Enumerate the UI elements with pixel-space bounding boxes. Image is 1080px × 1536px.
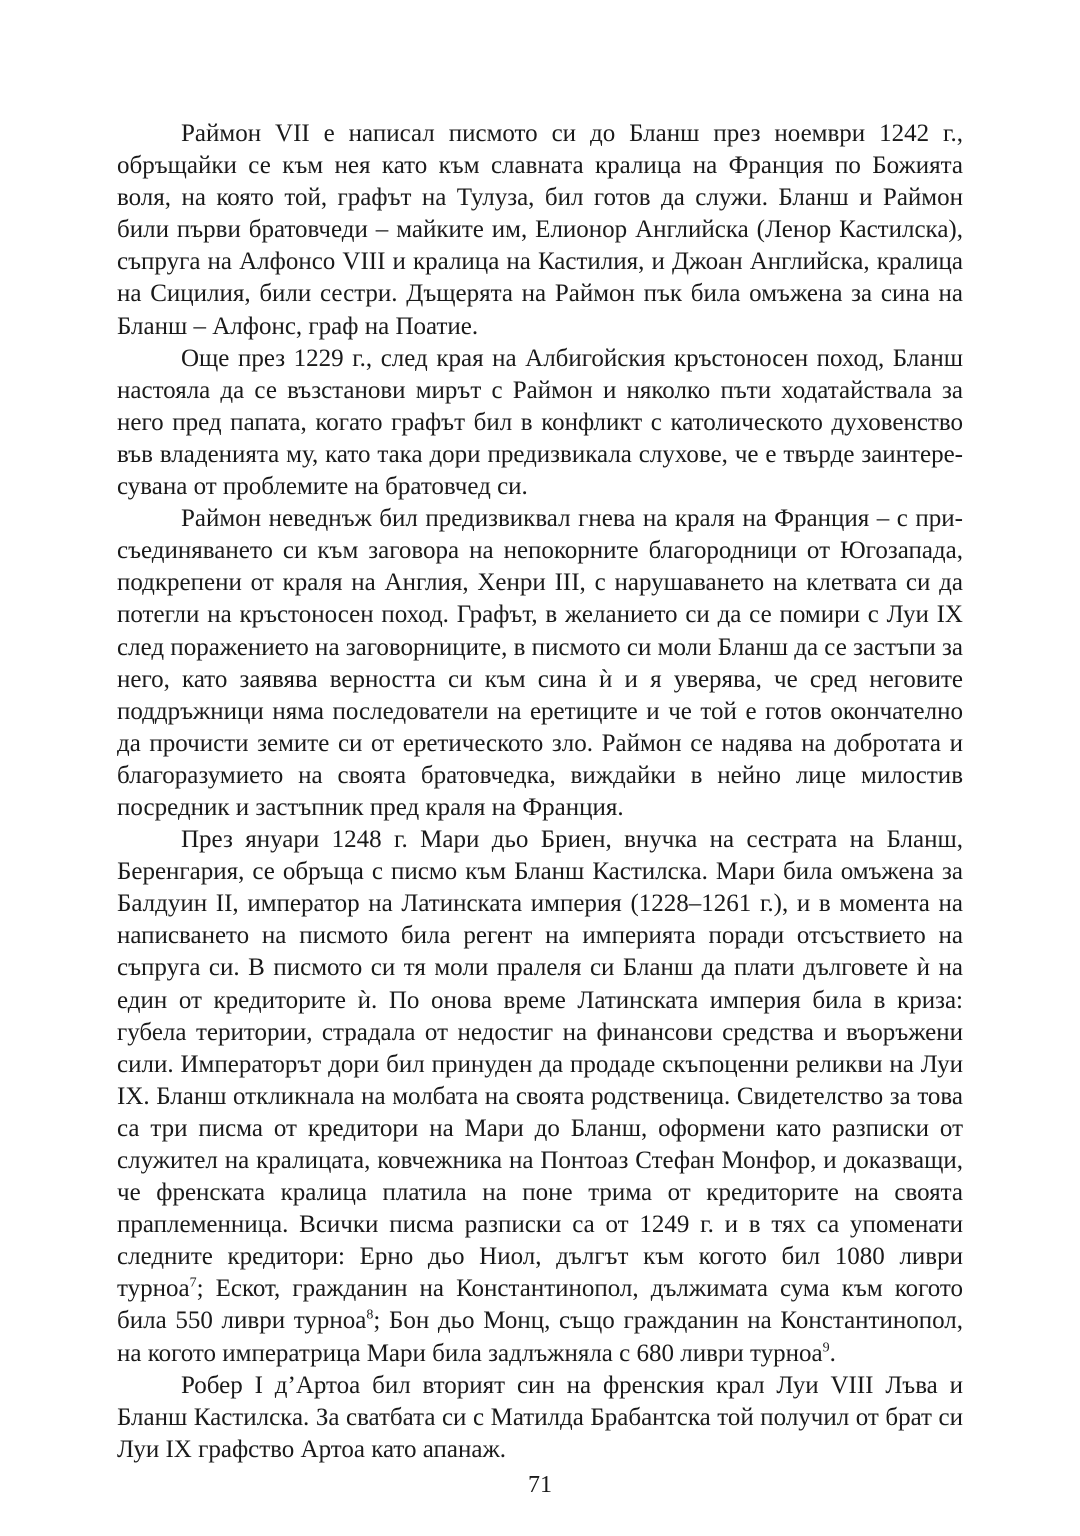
paragraph-2-text: Още през 1229 г., след края на Албигойския кръстоносен поход, Бланш настояла да се възстанови мирът с Раймон и няколко пъти ходатайствала за него пред папата, когато графът бил в конфликт с католическото духовенство във владенията му, като така дори предизвикала слухове, че е твърде заинтересувана от проблемите на братовчед си. bbox=[117, 344, 963, 501]
page-body bbox=[117, 118, 963, 1466]
paragraph-3-text: Раймон неведнъж бил предизвиквал гнева на краля на Франция – с присъединяването си към заговора на непокорните благородници от Югозапада, подкрепени от краля на Англия, Хенри III, с нарушаването на клетвата си да потегли на кръстоносен поход. Графът, в желанието си да се помири с Луи IX след поражението на заговорниците, в писмото си моли Бланш да се застъпи за него, като заявява верността си към сина ѝ и я уверява, че сред неговите поддръжници няма последователи на еретиците и че той е готов окончателно да прочисти земите си от еретическото зло. Раймон се надява на добротата и благоразумието на своята братовчедка, виждайки в нейно лице милостив посредник и застъпник пред краля на Франция. bbox=[117, 505, 963, 821]
paragraph-4-text-c: ; Бон дьо Монц, също гражданин на Константинопол, на когото императрица Мари била задлъжняла с 680 ливри турноа bbox=[117, 1307, 964, 1367]
paragraph-4 bbox=[117, 824, 963, 1370]
page-number: 71 bbox=[528, 1472, 552, 1498]
paragraph-5 bbox=[117, 1370, 963, 1466]
footnote-ref-7[interactable]: 7 bbox=[189, 1276, 197, 1292]
paragraph-2 bbox=[117, 343, 963, 503]
paragraph-4-text-a: През януари 1248 г. Мари дьо Бриен, внучка на сестрата на Бланш, Беренгария, се обръща с писмо към Бланш Кастилска. Мари била омъжена за Балдуин II, император на Латинската империя (1228–1261 г.), и в момента на написването на писмото била регент на империята поради отсъствието на съпруга си. В писмото си тя моли пралеля си Бланш да плати дълговете ѝ на един от кредиторите ѝ. По онова време Латинската империя била в криза: губела територии, страдала от недостиг на финансови средства и въоръжени сили. Императорът дори бил принуден да продаде скъпоценни реликви на Луи IX. Бланш откликнала на молбата на своята родственица. Свидетелство за това са три писма от кредитори на Мари до Бланш, оформени като разписки от служител на кралицата, ковчежника на Понтоаз Стефан Монфор, и доказващи, че френската кралица платила на поне трима от кредиторите на своята праплеменница. Всички писма разписки са от 1249 г. и в тях са упоменати следните кредитори: Ерно дьо Ниол, дългът към когото бил 1080 ливри турноа bbox=[117, 826, 963, 1303]
paragraph-4-text-b: ; Ескот, гражданин на Константинопол, дължимата сума към когото била 550 ливри турноа bbox=[117, 1275, 963, 1335]
paragraph-3 bbox=[117, 503, 963, 824]
footnote-ref-9[interactable]: 9 bbox=[822, 1340, 830, 1356]
footnote-ref-8[interactable]: 8 bbox=[366, 1308, 374, 1324]
paragraph-1-text: Раймон VII е написал писмото си до Бланш през ноември 1242 г., обръщайки се към нея като към славната кралица на Франция по Божията воля, на която той, графът на Тулуза, бил готов да служи. Бланш и Раймон били първи братовчеди – майките им, Елионор Английска (Ленор Кастилска), съпруга на Алфонсо VIII и кралица на Кастилия, и Джоан Английска, кралица на Сицилия, били сестри. Дъщерята на Раймон пък била омъжена за сина на Бланш – Алфонс, граф на Поатие. bbox=[117, 120, 963, 340]
paragraph-1 bbox=[117, 118, 963, 343]
paragraph-4-text-d: . bbox=[829, 1339, 836, 1367]
paragraph-5-text: Робер I д’Артоа бил вторият син на френския крал Луи VIII Лъва и Бланш Кастилска. За сватбата си с Матилда Брабантска той получил от брат си Луи IX графство Артоа като апанаж. bbox=[117, 1371, 963, 1463]
